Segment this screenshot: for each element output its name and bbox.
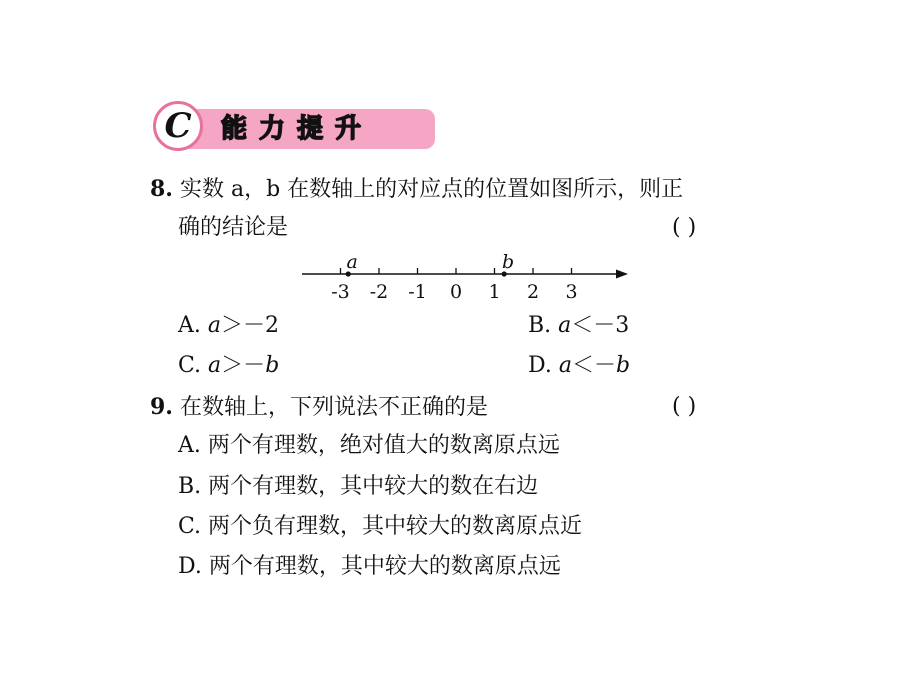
point-label-a: a (346, 251, 358, 273)
q8-option-c-rest: ＞－ (221, 353, 266, 378)
q9-line1 (150, 392, 488, 423)
q8-option-d-prefix: D. (528, 353, 552, 378)
q8-option-b-var: a (558, 313, 572, 338)
tick-label: -3 (331, 281, 350, 303)
q8-text-line2: 确的结论是 (178, 215, 289, 240)
number-line-points (346, 251, 515, 277)
q8-number: 8. (150, 176, 173, 202)
q9-option-b: B. 两个有理数，其中较大的数在右边 (178, 474, 539, 499)
q8-option-a-rest: ＞－2 (221, 313, 280, 338)
q9-option-d: D. 两个有理数，其中较大的数离原点远 (178, 554, 561, 579)
section-title: 能力提升 (221, 114, 374, 144)
q8-option-d (528, 351, 630, 381)
q8-option-a-var: a (207, 313, 222, 338)
banner-letter: C (164, 106, 192, 146)
point-label-b: b (502, 251, 515, 273)
q8-option-c (178, 351, 279, 381)
tick-label: -1 (408, 281, 427, 303)
number-line (300, 250, 640, 310)
q8-option-a-prefix: A. (178, 313, 201, 338)
tick-label: 1 (488, 281, 501, 303)
q9-option-a: A. 两个有理数，绝对值大的数离原点远 (178, 433, 560, 458)
q8-line1 (150, 174, 683, 205)
q8-option-b-prefix: B. (528, 313, 552, 338)
q8-option-c-var2: b (265, 353, 280, 378)
q8-option-c-var: a (208, 353, 222, 378)
q8-answer-paren: ( ) (672, 215, 697, 240)
q9-text: 在数轴上，下列说法不正确的是 (179, 395, 488, 420)
q8-option-b-rest: ＜－3 (571, 313, 630, 338)
q8-option-d-var: a (558, 353, 572, 378)
tick-label: 0 (449, 281, 463, 303)
q9-answer-paren: ( ) (672, 394, 697, 419)
tick-label: -2 (369, 281, 389, 303)
q9-option-c: C. 两个负有理数，其中较大的数离原点近 (178, 514, 583, 539)
q8-line2 (178, 213, 288, 243)
section-banner (153, 101, 435, 157)
q8-option-c-prefix: C. (178, 353, 202, 378)
q8-text-line1: 实数 a，b 在数轴上的对应点的位置如图所示，则正 (179, 177, 684, 202)
q8-option-a (178, 311, 279, 341)
number-line-arrow (616, 270, 628, 279)
q8-option-b (528, 311, 629, 341)
q8-option-d-rest: ＜－ (571, 353, 616, 378)
tick-label: 2 (526, 281, 540, 303)
q8-option-d-var2: b (616, 353, 631, 378)
q9-number: 9. (150, 394, 173, 420)
tick-label: 3 (565, 281, 578, 303)
banner-badge (153, 101, 203, 151)
